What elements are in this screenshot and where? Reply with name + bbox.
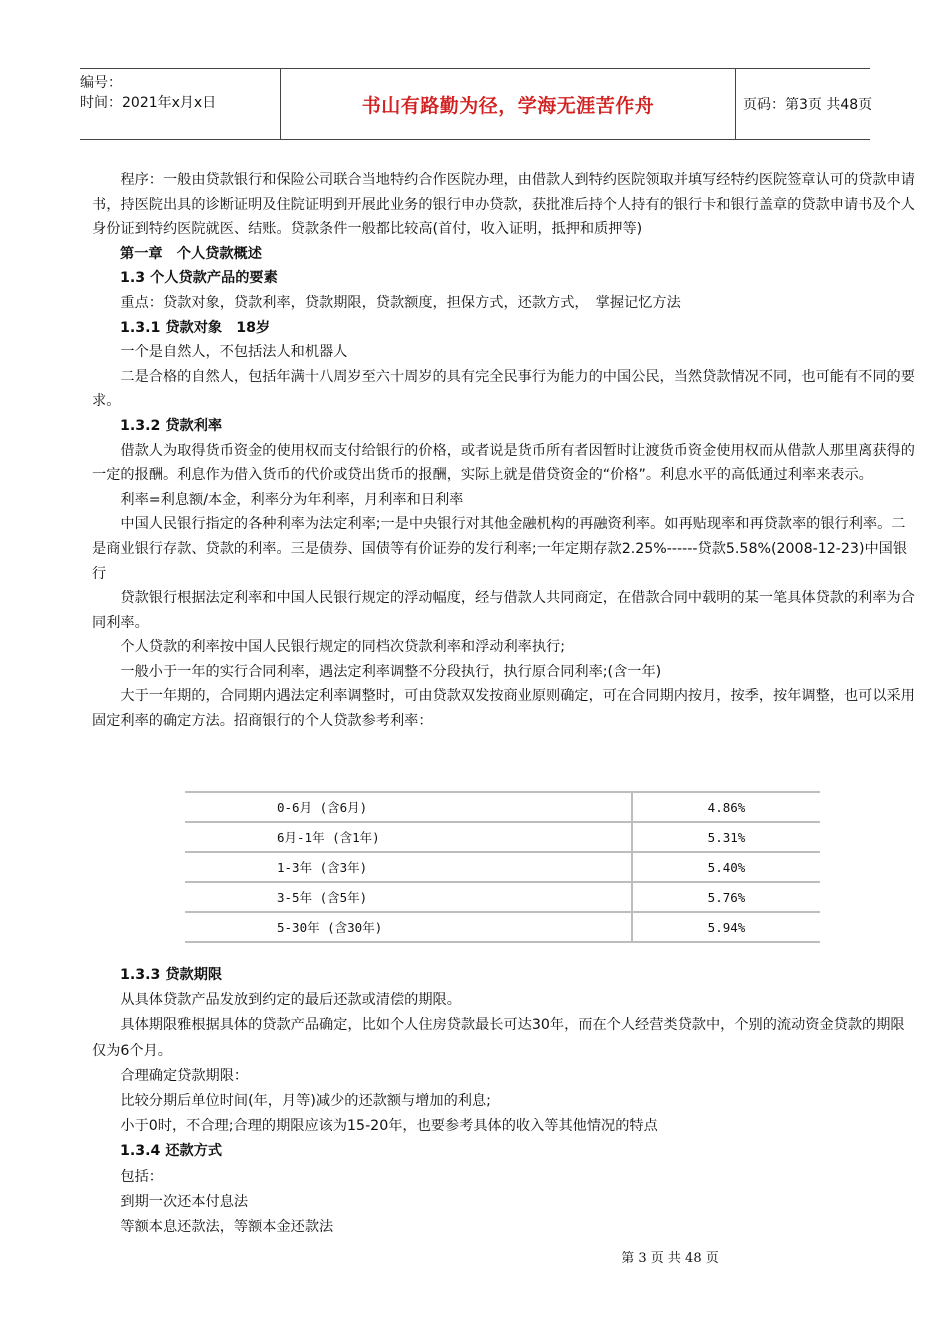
paragraph: 比较分期后单位时间(年，月等)减少的还款额与增加的利息;: [120, 1093, 491, 1110]
document-body-top: [92, 168, 918, 734]
paragraph: 程序：一般由贷款银行和保险公司联合当地特约合作医院办理，由借款人到特约医院领取并填写经特约医院签章认可的贷款申请书，持医院出具的诊断证明及住院证明到开展此业务的银行申办贷款，获批准后持个人持有的银行卡和银行盖章的贷款申请书及个人身份证到特约医院就医、结账。贷款条件一般都比较高(首付，收入证明，抵押和质押等): [92, 172, 915, 238]
page-info: 页码：第3页 共48页: [743, 97, 873, 113]
paragraph: 合理确定贷款期限：: [120, 1067, 249, 1084]
term-cell: 6月-1年 (含1年): [185, 822, 632, 852]
paragraph: 二是合格的自然人，包括年满十八周岁至六十周岁的具有完全民事行为能力的中国公民，当然贷款情况不同，也可能有不同的要求。: [92, 368, 915, 410]
rate-cell: 5.31%: [632, 822, 820, 852]
motto-text: 书山有路勤为径，学海无涯苦作舟: [361, 94, 655, 117]
section-heading: 1.3.1 贷款对象 18岁: [120, 319, 271, 336]
section-heading: 1.3.3 贷款期限: [120, 967, 223, 983]
table-row: [185, 882, 820, 912]
rate-cell: 5.94%: [632, 912, 820, 942]
header-motto-cell: [280, 69, 736, 139]
document-body-bottom: [92, 963, 918, 1240]
rate-table: [185, 791, 820, 943]
paragraph: 利率=利息额/本金，利率分为年利率，月利率和日利率: [120, 491, 464, 508]
paragraph: 一个是自然人，不包括法人和机器人: [120, 344, 348, 361]
table-row: [185, 792, 820, 822]
page-footer: 第 3 页 共 48 页: [621, 1251, 719, 1266]
paragraph: 大于一年期的，合同期内遇法定利率调整时，可由贷款双发按商业原则确定，可在合同期内按月，按季，按年调整，也可以采用固定利率的确定方法。招商银行的个人贷款参考利率：: [92, 688, 915, 730]
paragraph: 重点：贷款对象，贷款利率，贷款期限，贷款额度，担保方式，还款方式， 掌握记忆方法: [120, 294, 681, 311]
paragraph: 一般小于一年的实行合同利率，遇法定利率调整不分段执行，执行原合同利率;(含一年): [120, 663, 662, 680]
term-cell: 5-30年 (含30年): [185, 912, 632, 942]
paragraph: 到期一次还本付息法: [120, 1193, 249, 1210]
header-meta: [80, 69, 280, 143]
section-heading: 1.3.2 贷款利率: [120, 417, 223, 434]
rate-cell: 4.86%: [632, 792, 820, 822]
number-label: 编号：: [80, 75, 122, 91]
paragraph: 个人贷款的利率按中国人民银行规定的同档次贷款利率和浮动利率执行;: [120, 639, 565, 656]
table-row: [185, 852, 820, 882]
term-cell: 1-3年 (含3年): [185, 852, 632, 882]
paragraph: 贷款银行根据法定利率和中国人民银行规定的浮动幅度，经与借款人共同商定，在借款合同中载明的某一笔具体贷款的利率为合同利率。: [92, 590, 915, 631]
paragraph: 包括：: [120, 1168, 163, 1185]
page-header: [80, 68, 873, 140]
paragraph: 具体期限雅根据具体的贷款产品确定，比如个人住房贷款最长可达30年，而在个人经营类贷款中，个别的流动资金贷款的期限仅为6个月。: [92, 1017, 905, 1059]
rate-cell: 5.40%: [632, 852, 820, 882]
paragraph: 从具体贷款产品发放到约定的最后还款或清偿的期限。: [120, 992, 461, 1009]
section-heading: 第一章 个人贷款概述: [120, 245, 262, 262]
term-cell: 3-5年 (含5年): [185, 882, 632, 912]
date-label: 时间：2021年x月x日: [80, 95, 217, 111]
paragraph: 等额本息还款法，等额本金还款法: [120, 1219, 334, 1236]
table-row: [185, 912, 820, 942]
table-row: [185, 822, 820, 852]
term-cell: 0-6月 (含6月): [185, 792, 632, 822]
paragraph: 中国人民银行指定的各种利率为法定利率;一是中央银行对其他金融机构的再融资利率。如再贴现率和再贷款率的银行利率。二是商业银行存款、贷款的利率。三是债券、国债等有价证券的发行利率;一年定期存款2.25%------贷款5.58%(2008-12-23)中国银行: [92, 516, 908, 582]
paragraph: 借款人为取得货币资金的使用权而支付给银行的价格，或者说是货币所有者因暂时让渡货币资金使用权而从借款人那里离获得的一定的报酬。利息作为借入货币的代价或贷出货币的报酬，实际上就是借贷资金的“价格”。利息水平的高低通过利率来表示。: [92, 442, 915, 484]
section-heading: 1.3.4 还款方式: [120, 1143, 223, 1160]
rate-cell: 5.76%: [632, 882, 820, 912]
section-heading: 1.3 个人贷款产品的要素: [120, 270, 278, 287]
paragraph: 小于0时，不合理;合理的期限应该为15-20年，也要参考具体的收入等其他情况的特点: [120, 1118, 658, 1135]
